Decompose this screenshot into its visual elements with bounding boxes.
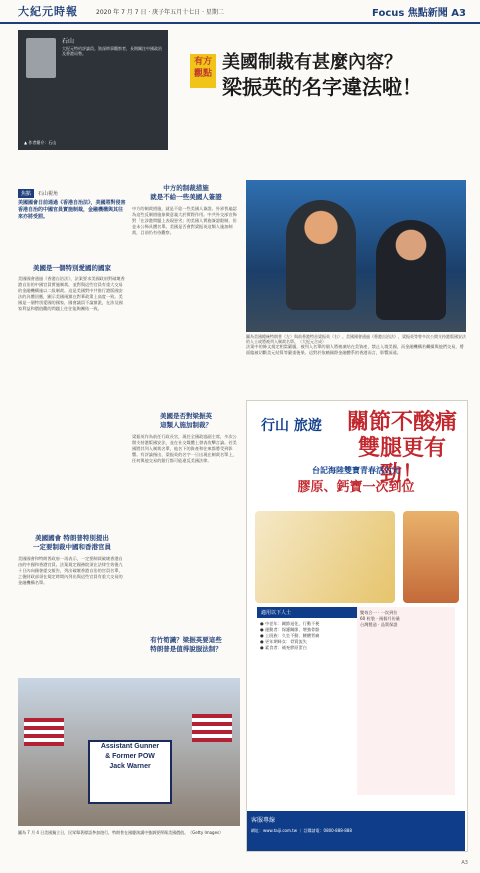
- subhead-5: 有竹筍識？梁振英要這些 特朗普是值得說服法制？: [150, 636, 222, 653]
- body-col-3: 法案中的條文規定相當嚴厲，被列入名單的個人將被凍結在美資產，禁止入境美國，而金融機構若繼續與他們交易，將面臨被切斷美元結算等嚴重後果。這對於依賴國際金融體系的香港而言，影響深遠。: [246, 344, 464, 355]
- main-photo-caption: 圖為美國總統特朗普（左）與前香港特首梁振英（右）。美國國會通過《香港自治法》，梁振英等曾多次公開支持港版國安法的人士或將被列入制裁名單。（大紀元合成）: [246, 334, 466, 344]
- lede-text: 美國國會日前通過《香港自治法》，美國將對侵害香港自治的中國官員實施制裁，金融機構與其往來亦將受罰。: [18, 200, 126, 220]
- advertisement: [246, 400, 468, 852]
- main-photo: [246, 180, 466, 332]
- masthead-logo: 大紀元時報: [18, 5, 78, 18]
- ad-list-row: ● 上班族：久坐不動、腰酸背痛: [260, 633, 320, 638]
- ad-list-right: [357, 607, 455, 795]
- ad-food-photo: [403, 511, 459, 603]
- bottom-photo-caption: 圖為 7 月 4 日美國獨立日，民眾舉著標語參加遊行，特朗普在國慶演講中強調要捍衛美國價值。（Getty Images）: [18, 830, 224, 835]
- body-col-1: 美國國會通過《香港自治法》，法案要求美國政府對破壞香港自治的中國官員實施制裁，並對與這些官員有重大交易的金融機構施以二級制裁。這是美國對中共推行港版國安法的具體回應，顯示美國兩黨在對華政策上高度一致。美國是一個特別愛國的國家，國會議員不論黨派，在涉及國家利益和價值觀的問題上往往能夠團結一致。: [18, 276, 125, 311]
- subhead-4: 美國國會 特朗普特別提出 一定要制裁中國和香港官員: [33, 534, 111, 551]
- author-name: 石山: [62, 38, 75, 45]
- page-footer: A3: [461, 860, 468, 866]
- author-box: [18, 30, 168, 150]
- sign-line-1: Assistant Gunner: [100, 743, 160, 750]
- ad-list-row: ● 中老年：關節退化、行動不便: [260, 621, 320, 626]
- subnav: [18, 188, 58, 198]
- masthead: [0, 0, 480, 24]
- ad-band-line-2: 膠原、鈣寶一次到位: [297, 480, 415, 495]
- opinion-tag: 有方 觀點: [190, 54, 216, 88]
- body-col-2: 中方的制裁措施，就是不給一些美國人簽證。外界普遍認為這些反制措施象徵意義大於實際作用。中共外交部宣佈對「在涉港問題上表現惡劣」的美國人實施簽證限制，但並未公佈具體名單。美國是否會對梁振英這類人施加制裁，目前仍有待觀察。: [132, 206, 237, 235]
- ad-list: [257, 607, 455, 795]
- ad-slogan: 關節不酸痛 雙腿更有勁！: [347, 409, 458, 487]
- ad-list-row: ● 更年期婦女：骨質流失: [260, 639, 307, 644]
- ad-product-photo: [255, 511, 395, 603]
- author-caption: ▲ 作者簡介：石山: [24, 140, 57, 145]
- ad-list-rows: [257, 618, 357, 654]
- ad-band-line-1: 台記海陸雙寶青春活力元: [312, 465, 400, 475]
- ad-footer-title: 客服專線: [251, 817, 276, 824]
- headline: [222, 52, 467, 100]
- body-col-2b: 梁振英作為前任行政長官，現任全國政協副主席，多次公開支持港版國安法，並在社交媒體上發表攻擊言論。若美國將其列入制裁名單，他名下的資產和往來都將受到影響。有評論指出，梁振英的名字一旦出現在制裁名單上，任何與他交易的銀行都可能違反美國法律。: [132, 434, 237, 463]
- ad-footer-contact: 網址：www.taiji.com.tw ｜ 訂購請電：0800-888-888: [251, 828, 352, 833]
- ad-right-row: 台灣製造 · 品質保證: [360, 622, 398, 627]
- sign-line-3: Jack Warner: [109, 763, 151, 770]
- subhead-2: 中方的制裁措施 就是不給一些美國人簽證: [150, 184, 222, 201]
- ad-list-row: ● 素食者：補充膠原蛋白: [260, 645, 307, 650]
- subhead-3: 美國是否對梁振英 這類人施加制裁？: [160, 412, 212, 429]
- bottom-photo: [18, 678, 240, 826]
- subnav-box: 焦點: [18, 189, 34, 198]
- author-bio: 大紀元特約評論員。資深時事觀察者，長期關注中國政治及香港局勢。: [62, 46, 162, 56]
- ad-band: [247, 465, 465, 505]
- bottom-photo-sign: [88, 740, 172, 804]
- subnav-text: 石山視角: [38, 190, 59, 197]
- ad-brand: 行山 旅遊: [261, 418, 322, 434]
- flag-icon: [24, 718, 64, 746]
- ad-footer: [247, 811, 465, 851]
- flag-icon-right: [192, 714, 232, 742]
- ad-right-row: 60 粒裝 · 兩個月份量: [360, 616, 400, 621]
- masthead-date: 2020 年 7 月 7 日 · 庚子年五月十七日 · 星期二: [96, 8, 224, 16]
- headline-line-1: 美國制裁有甚麼內容？: [222, 52, 402, 73]
- ad-list-header: 適用以下人士: [257, 607, 455, 618]
- subhead-1: 美國是一個特別愛國的國家: [33, 264, 111, 272]
- body-col-1b: 美國國會和特朗普政府一再表示，一定要制裁破壞香港自由的中國和香港官員。法案規定國務院須在法律生效後九十日內向國會提交報告，列出破壞香港自治的官員名單，之後財政部須在規定時間內列出與這些官員有重大交易的金融機構名單。: [18, 556, 123, 585]
- masthead-section: Focus 焦點新聞 A3: [372, 7, 466, 19]
- author-photo: [26, 38, 56, 78]
- ad-right-rows: [357, 607, 455, 631]
- ad-right-row: 雙效合一 · 一次到位: [360, 610, 398, 615]
- headline-line-2: 梁振英的名字違法啦！: [222, 75, 422, 99]
- ad-list-row: ● 運動者：保護關節、增強骨骼: [260, 627, 320, 632]
- photo-person-right: [376, 220, 446, 320]
- sign-line-2: & Former POW: [105, 753, 155, 760]
- photo-person-left: [286, 200, 356, 310]
